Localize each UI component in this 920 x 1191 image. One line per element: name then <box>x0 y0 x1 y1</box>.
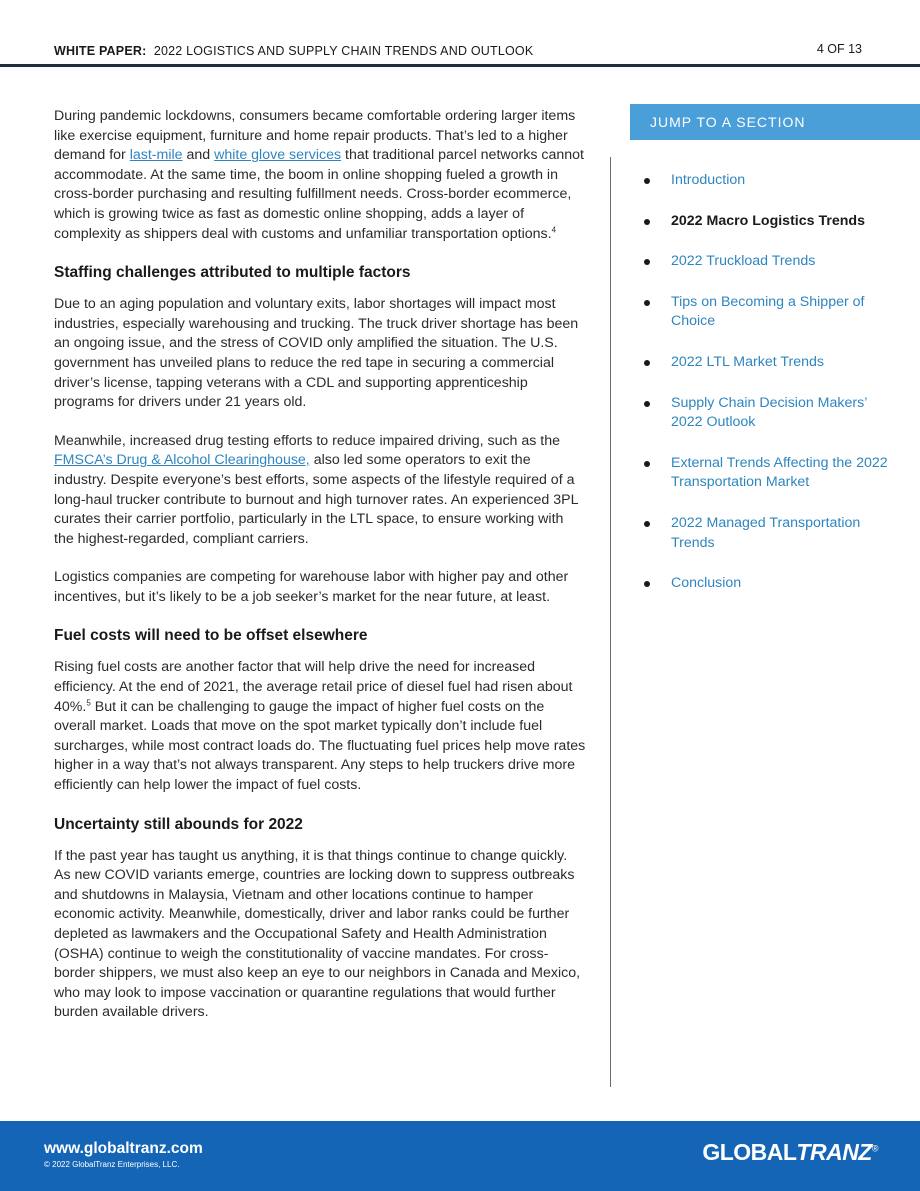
toc-item-label: Conclusion <box>671 575 742 592</box>
jump-to-section-label: JUMP TO A SECTION <box>650 114 806 130</box>
toc-item-macro-logistics-trends[interactable] <box>644 212 894 232</box>
bullet-icon <box>644 259 650 265</box>
section-navigation <box>644 171 894 615</box>
paragraph-labor-shortage: Due to an aging population and voluntary exits, labor shortages will impact most industries, especially warehousing and trucking. The truck driver shortage has been an ongoing issue, and the stress of COVID only amplified the situation. The U.S. government has unveiled plans to reduce the red tape in securing a commercial driver’s license, tapping veterans with a CDL and supporting apprenticeship programs for drivers under 21 years old. <box>54 296 579 411</box>
paragraph-fuel-costs: Rising fuel costs are another factor that will help drive the need for increased efficiency. At the end of 2021, the average retail price of diesel fuel had risen about 40%.$^5$ But it can be challenging to gauge the impact of higher fuel costs on the overall market. Loads that move on the spot market typically don’t include fuel surcharges, while most contract loads do. The fluctuating fuel prices help move rates higher in a way that’s not always transparent. Any steps to help truckers drive more efficiently can help lower the impact of fuel costs. <box>54 659 586 794</box>
bullet-icon <box>644 521 650 527</box>
toc-item-label: Supply Chain Decision Makers’ 2022 Outlook <box>671 394 867 431</box>
toc-item-truckload-trends[interactable] <box>644 252 894 272</box>
footnote-ref-5: 5 <box>86 697 91 707</box>
jump-to-section-banner <box>630 104 920 140</box>
toc-item-label: 2022 Managed Transportation Trends <box>671 514 861 551</box>
bullet-icon <box>644 461 650 467</box>
bullet-icon <box>644 401 650 407</box>
main-content <box>54 107 586 1042</box>
toc-item-label: 2022 Truckload Trends <box>671 253 816 270</box>
heading-staffing: Staffing challenges attributed to multiple factors <box>54 264 411 282</box>
toc-item-decision-makers-outlook[interactable] <box>644 394 894 433</box>
footnote-ref-4: 4 <box>551 224 557 234</box>
toc-item-label: Introduction <box>671 172 746 188</box>
column-divider <box>610 157 611 1087</box>
last-mile-link[interactable]: last-mile <box>129 147 183 164</box>
toc-item-managed-transportation[interactable] <box>644 514 894 553</box>
toc-item-shipper-of-choice[interactable] <box>644 293 894 332</box>
page-number: 4 OF 13 <box>816 42 862 56</box>
bullet-icon <box>644 581 650 587</box>
toc-item-introduction[interactable] <box>644 171 894 191</box>
white-glove-services-link[interactable]: white glove services <box>214 147 342 164</box>
page-footer <box>0 1121 920 1191</box>
toc-item-external-trends[interactable] <box>644 454 894 493</box>
bullet-icon <box>644 360 650 366</box>
toc-item-label: Tips on Becoming a Shipper of Choice <box>671 293 865 330</box>
paragraph-lockdowns: During pandemic lockdowns, consumers became comfortable ordering larger items like exercise equipment, furniture and home repair products. That’s led to a higher demand for last-mile and white glove services that traditional parcel networks cannot accommodate. At the same time, the boom in online shopping fueled a growth in cross-border purchasing and resulting fulfillment needs. Cross-border ecommerce, which is growing twice as fast as domestic online shopping, adds a layer of complexity as shippers deal with customs and unfamiliar transportation options.$^4$ <box>54 108 584 242</box>
document-title <box>54 44 533 58</box>
paragraph-warehouse-labor: Logistics companies are competing for warehouse labor with higher pay and other incentives, but it’s likely to be a job seeker’s market for the near future, at least. <box>54 569 569 605</box>
document-type-label: WHITE PAPER: <box>54 44 147 58</box>
toc-item-label: 2022 LTL Market Trends <box>671 353 824 370</box>
paragraph-drug-testing: Meanwhile, increased drug testing efforts to reduce impaired driving, such as the FMSCA’s Drug & Alcohol Clearinghouse, also led some operators to exit the industry. Despite everyone’s best efforts, some aspects of the lifestyle required of a long-haul trucker contribute to burnout and high turnover rates. An experienced 3PL curates their carrier portfolio, particularly in the LTL space, to ensure working with the highest-regarded, compliant carriers. <box>54 432 578 547</box>
globaltranz-logo: GLOBALTRANZ® <box>702 1139 878 1165</box>
clearinghouse-link[interactable]: FMSCA’s Drug & Alcohol Clearinghouse, <box>54 452 310 469</box>
bullet-icon <box>644 178 650 184</box>
toc-item-label: External Trends Affecting the 2022 Transportation Market <box>671 454 888 491</box>
bullet-icon <box>644 219 650 225</box>
bullet-icon <box>644 300 650 306</box>
heading-uncertainty: Uncertainty still abounds for 2022 <box>54 815 303 833</box>
document-title-text: 2022 LOGISTICS AND SUPPLY CHAIN TRENDS AND OUTLOOK <box>153 44 534 58</box>
copyright-text: © 2022 GlobalTranz Enterprises, LLC. <box>44 1160 180 1169</box>
heading-fuel-costs: Fuel costs will need to be offset elsewhere <box>54 627 368 645</box>
toc-item-conclusion[interactable] <box>644 574 894 594</box>
toc-item-label: 2022 Macro Logistics Trends <box>671 212 865 229</box>
website-link[interactable]: www.globaltranz.com <box>44 1140 203 1157</box>
page-header <box>0 0 920 68</box>
toc-item-ltl-market-trends[interactable] <box>644 353 894 373</box>
header-divider <box>0 64 920 67</box>
paragraph-uncertainty: If the past year has taught us anything, it is that things continue to change quickly. As new COVID variants emerge, countries are locking down to suppress outbreaks and shutdowns in Malaysia, Vietnam and other locations continue to hamper economic activity. Meanwhile, domestically, driver and labor ranks could be further depleted as lawmakers and the Occupational Safety and Health Administration (OSHA) continue to weigh the constitutionality of vaccine mandates. For cross-border shippers, we must also keep an eye to our neighbors in Canada and Mexico, who may look to impose vaccination or quarantine regulations that would further burden available drivers. <box>54 847 581 1021</box>
